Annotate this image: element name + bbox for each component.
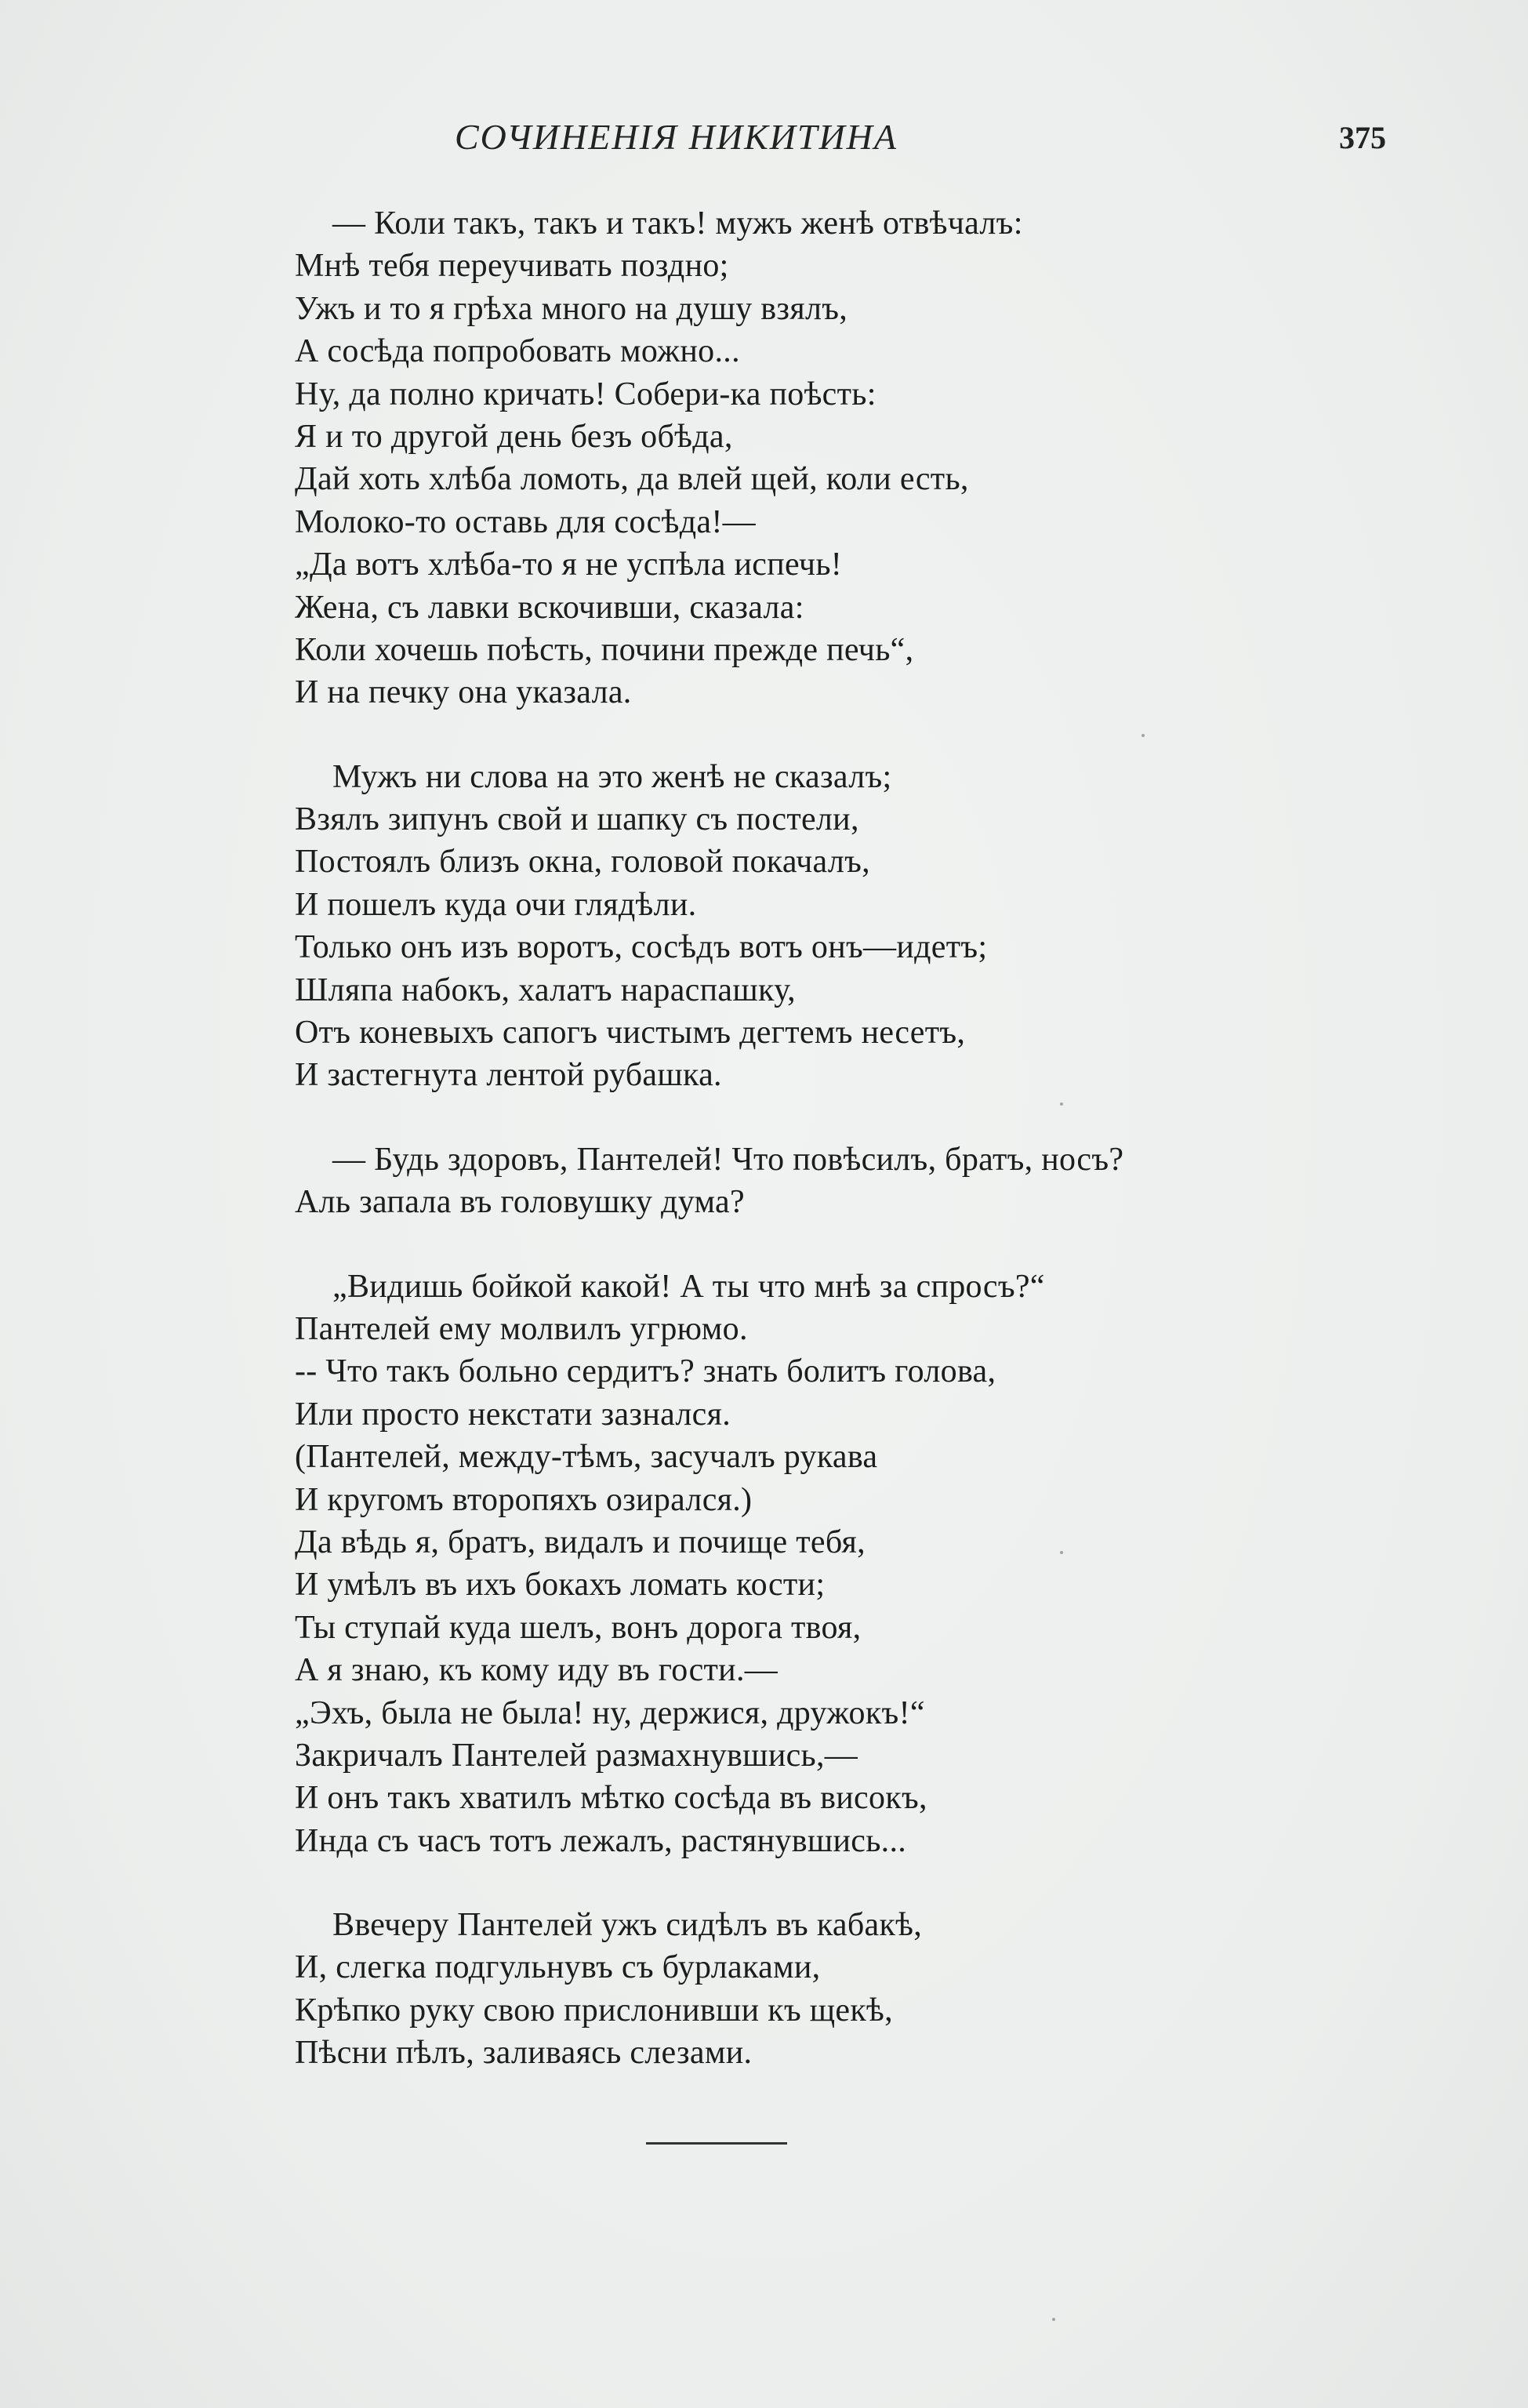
poem-line: „Да вотъ хлѣба-то я не успѣла испечь!: [295, 547, 843, 583]
poem-line: И умѣлъ въ ихъ бокахъ ломать кости;: [295, 1567, 826, 1604]
paper-speck: [1060, 1102, 1063, 1106]
poem-line: Инда съ часъ тотъ лежалъ, растянувшись...: [295, 1822, 907, 1859]
poem-line: Ввечеру Пантелей ужъ сидѣлъ въ кабакѣ,: [332, 1907, 923, 1944]
running-title: СОЧИНЕНІЯ НИКИТИНА: [455, 117, 898, 157]
running-head: [0, 116, 1528, 163]
poem-line: Да вѣдь я, братъ, видалъ и почище тебя,: [295, 1524, 866, 1560]
poem-line: И пошелъ куда очи глядѣли.: [295, 886, 697, 923]
poem-line: Крѣпко руку свою прислонивши къ щекѣ,: [295, 1992, 893, 2028]
poem-line: Шляпа набокъ, халатъ нараспашку,: [295, 972, 796, 1008]
poem-line: Закричалъ Пантелей размахнувшись,—: [295, 1737, 858, 1774]
poem-line: „Эхъ, была не была! ну, держися, дружокъ!“: [295, 1694, 925, 1731]
poem-line: И кругомъ второпяхъ озирался.): [295, 1481, 753, 1518]
poem-line: Взялъ зипунъ свой и шапку съ постели,: [295, 801, 859, 838]
poem-line: А сосѣда попробовать можно...: [295, 333, 740, 370]
poem-line: И, слегка подгульнувъ съ бурлаками,: [295, 1949, 821, 1986]
poem-line: Только онъ изъ воротъ, сосѣдъ вотъ онъ—идетъ;: [295, 929, 988, 966]
poem-line: Пантелей ему молвилъ угрюмо.: [295, 1310, 748, 1347]
poem-line: -- Что такъ больно сердитъ? знать болитъ голова,: [295, 1353, 996, 1390]
end-rule: [646, 2142, 787, 2145]
paper-speck: [1052, 2318, 1055, 2321]
poem-line: Коли хочешь поѣсть, почини прежде печь“,: [295, 631, 914, 668]
poem-line: Аль запала въ головушку дума?: [295, 1184, 745, 1221]
poem-line: Или просто некстати зазнался.: [295, 1396, 731, 1433]
stanza-2: [295, 756, 1283, 1097]
poem-line: А я знаю, къ кому иду въ гости.—: [295, 1652, 779, 1689]
page-number: 375: [1339, 120, 1386, 155]
poem-line: Мужъ ни слова на это женѣ не сказалъ;: [332, 758, 892, 795]
poem-body: [295, 202, 1283, 2116]
poem-line: Дай хоть хлѣба ломоть, да влей щей, коли есть,: [295, 461, 969, 498]
stanza-4: [295, 1266, 1283, 1862]
poem-line: Ужъ и то я грѣха много на душу взялъ,: [295, 290, 848, 327]
poem-line: Ты ступай куда шелъ, вонъ дорога твоя,: [295, 1609, 862, 1646]
poem-line: И на печку она указала.: [295, 674, 632, 711]
poem-line: Молоко-то оставь для сосѣда!—: [295, 503, 756, 540]
poem-line: „Видишь бойкой какой! А ты что мнѣ за спросъ?“: [332, 1268, 1045, 1305]
poem-line: Постоялъ близъ окна, головой покачалъ,: [295, 844, 870, 881]
stanza-1: [295, 202, 1283, 714]
poem-line: Пѣсни пѣлъ, заливаясь слезами.: [295, 2035, 753, 2072]
stanza-5: [295, 1904, 1283, 2075]
poem-line: И онъ такъ хватилъ мѣтко сосѣда въ високъ,: [295, 1780, 927, 1817]
poem-line: Я и то другой день безъ обѣда,: [295, 418, 733, 455]
paper-speck: [1141, 734, 1145, 737]
poem-line: — Коли такъ, такъ и такъ! мужъ женѣ отвѣчалъ:: [332, 205, 1023, 242]
poem-line: Ну, да полно кричать! Собери-ка поѣсть:: [295, 376, 877, 412]
stanza-3: [295, 1139, 1283, 1224]
poem-line: (Пантелей, между-тѣмъ, засучалъ рукава: [295, 1439, 878, 1476]
poem-line: Мнѣ тебя переучивать поздно;: [295, 248, 729, 285]
poem-line: Жена, съ лавки вскочивши, сказала:: [295, 589, 804, 626]
poem-line: И застегнута лентой рубашка.: [295, 1057, 722, 1094]
poem-line: — Будь здоровъ, Пантелей! Что повѣсилъ, братъ, носъ?: [332, 1141, 1124, 1178]
paper-speck: [1060, 1551, 1063, 1554]
poem-line: Отъ коневыхъ сапогъ чистымъ дегтемъ несетъ,: [295, 1015, 966, 1051]
